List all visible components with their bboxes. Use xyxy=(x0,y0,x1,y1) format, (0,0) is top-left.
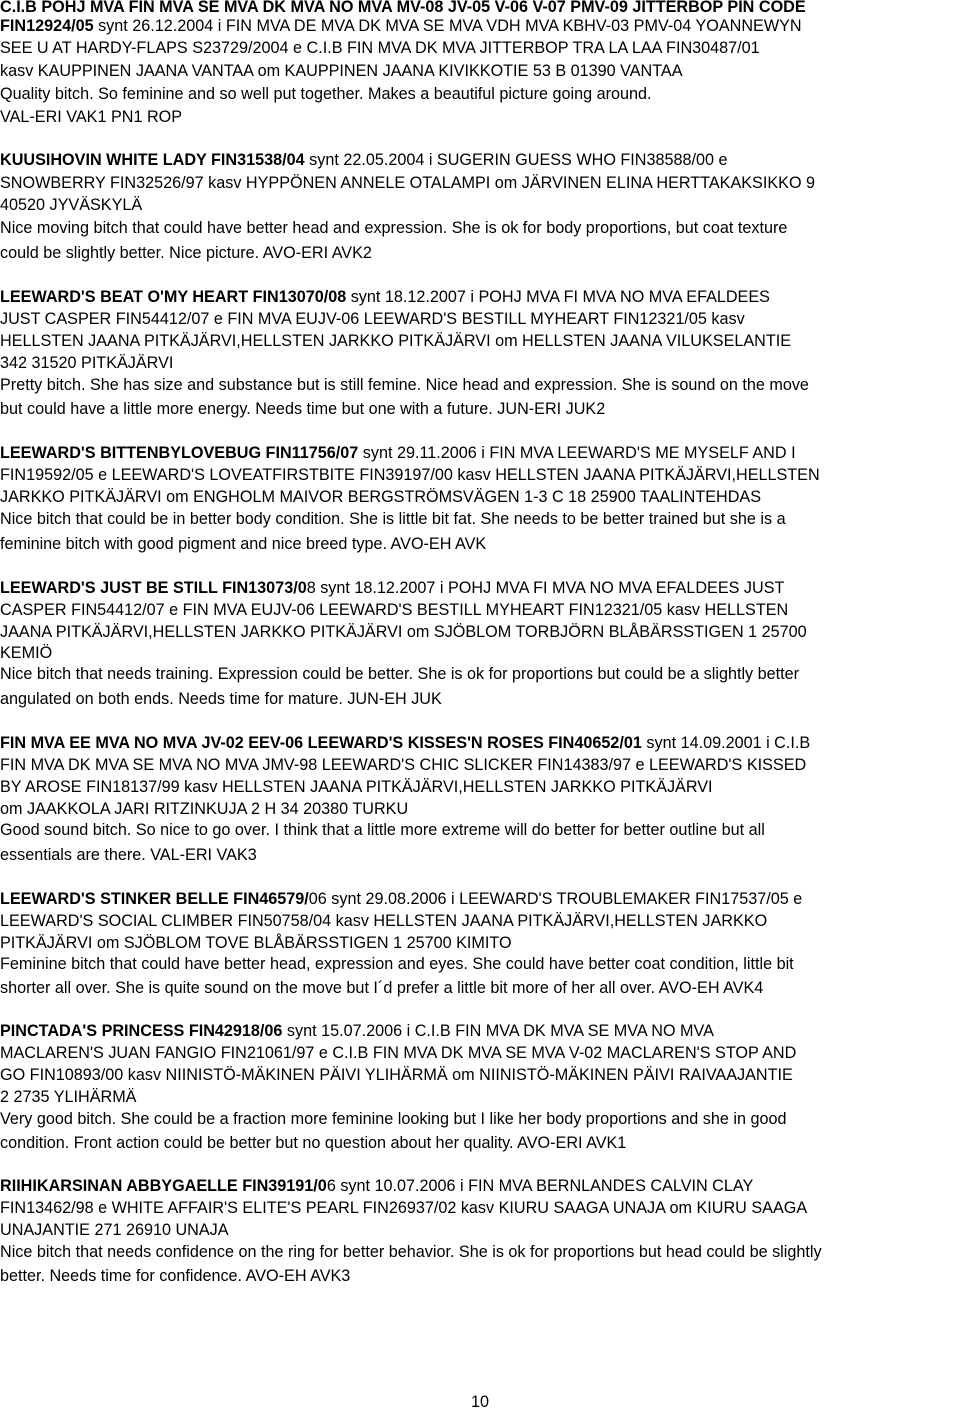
entry-critique-line: essentials are there. VAL-ERI VAK3 xyxy=(0,846,257,864)
entry-critique-line: Feminine bitch that could have better head, expression and eyes. She could have better coat condition, little bit xyxy=(0,955,794,973)
entry-header-line: FIN19592/05 e LEEWARD'S LOVEATFIRSTBITE FIN39197/00 kasv HELLSTEN JAANA PITKÄJÄRVI,HELLSTEN xyxy=(0,466,820,484)
entry-critique-line: but could have a little more energy. Needs time but one with a future. JUN-ERI JUK2 xyxy=(0,400,606,418)
entry-first-line xyxy=(0,1021,714,1041)
entry-critique-line: VAL-ERI VAK1 PN1 ROP xyxy=(0,108,183,126)
entry-header-line: 40520 JYVÄSKYLÄ xyxy=(0,196,143,214)
dog-name: PINCTADA'S PRINCESS FIN42918/06 xyxy=(0,1022,283,1040)
entry-critique-line: Quality bitch. So feminine and so well put together. Makes a beautiful picture going around. xyxy=(0,85,652,103)
entry-first-line xyxy=(0,889,802,909)
entry-critique-line: Nice bitch that could be in better body condition. She is little bit fat. She needs to be better trained but she is a xyxy=(0,510,786,528)
entry-header-line: JARKKO PITKÄJÄRVI om ENGHOLM MAIVOR BERGSTRÖMSVÄGEN 1-3 C 18 25900 TAALINTEHDAS xyxy=(0,488,762,506)
entry-first-line-rest: synt 15.07.2006 i C.I.B FIN MVA DK MVA SE MVA NO MVA xyxy=(282,1022,714,1040)
entry-first-line xyxy=(0,733,810,753)
page-number: 10 xyxy=(470,1393,489,1411)
dog-name: RIIHIKARSINAN ABBYGAELLE FIN39191/0 xyxy=(0,1177,327,1195)
entry-first-line-rest: 8 synt 18.12.2007 i POHJ MVA FI MVA NO MVA EFALDEES JUST xyxy=(306,579,785,597)
entry-header-line: UNAJANTIE 271 26910 UNAJA xyxy=(0,1221,229,1239)
entry-first-line-rest: synt 29.11.2006 i FIN MVA LEEWARD'S ME MYSELF AND I xyxy=(358,444,796,462)
entry-first-line-rest: 6 synt 10.07.2006 i FIN MVA BERNLANDES CALVIN CLAY xyxy=(326,1177,754,1195)
entry-first-line xyxy=(0,578,784,598)
entry-header-line: SNOWBERRY FIN32526/97 kasv HYPPÖNEN ANNELE OTALAMPI om JÄRVINEN ELINA HERTTAKAKSIKKO 9 xyxy=(0,174,816,192)
dog-name: FIN MVA EE MVA NO MVA JV-02 EEV-06 LEEWARD'S KISSES'N ROSES FIN40652/01 xyxy=(0,734,642,752)
entry-first-line-rest: synt 18.12.2007 i POHJ MVA FI MVA NO MVA EFALDEES xyxy=(346,288,770,306)
dog-name: LEEWARD'S BITTENBYLOVEBUG FIN11756/07 xyxy=(0,444,359,462)
entry-first-line xyxy=(0,443,796,463)
entry-header-line: KEMIÖ xyxy=(0,644,53,662)
entry-header-line: BY AROSE FIN18137/99 kasv HELLSTEN JAANA PITKÄJÄRVI,HELLSTEN JARKKO PITKÄJÄRVI xyxy=(0,778,713,796)
entry-critique-line: feminine bitch with good pigment and nice breed type. AVO-EH AVK xyxy=(0,535,487,553)
dog-name: LEEWARD'S JUST BE STILL FIN13073/0 xyxy=(0,579,307,597)
entry-header-line: GO FIN10893/00 kasv NIINISTÖ-MÄKINEN PÄIVI YLIHÄRMÄ om NIINISTÖ-MÄKINEN PÄIVI RAIVAAJANTIE xyxy=(0,1066,793,1084)
entry-critique-line: Nice bitch that needs training. Expression could be better. She is ok for proportions but could be a slightly better xyxy=(0,665,800,683)
entry-critique-line: Nice bitch that needs confidence on the ring for better behavior. She is ok for proportions but head could be slightly xyxy=(0,1243,822,1261)
dog-name: KUUSIHOVIN WHITE LADY FIN31538/04 xyxy=(0,151,305,169)
entry-critique-line: better. Needs time for confidence. AVO-EH AVK3 xyxy=(0,1267,351,1285)
entry-header-line: om JAAKKOLA JARI RITZINKUJA 2 H 34 20380 TURKU xyxy=(0,800,409,818)
entry-header-line: PITKÄJÄRVI om SJÖBLOM TOVE BLÅBÄRSSTIGEN 1 25700 KIMITO xyxy=(0,934,512,952)
entry-critique-line: Good sound bitch. So nice to go over. I think that a little more extreme will do better for better outline but all xyxy=(0,821,765,839)
entry-first-line-rest: synt 22.05.2004 i SUGERIN GUESS WHO FIN38588/00 e xyxy=(304,151,728,169)
entry-header-line: MACLAREN'S JUAN FANGIO FIN21061/97 e C.I.B FIN MVA DK MVA SE MVA V-02 MACLAREN'S STOP AND xyxy=(0,1044,797,1062)
entry-header-line: 342 31520 PITKÄJÄRVI xyxy=(0,354,174,372)
entry-header-line: HELLSTEN JAANA PITKÄJÄRVI,HELLSTEN JARKKO PITKÄJÄRVI om HELLSTEN JAANA VILUKSELANTIE xyxy=(0,332,792,350)
entry-header-line: CASPER FIN54412/07 e FIN MVA EUJV-06 LEEWARD'S BESTILL MYHEART FIN12321/05 kasv HELLSTEN xyxy=(0,601,789,619)
entry-header-line: 2 2735 YLIHÄRMÄ xyxy=(0,1088,137,1106)
entry-critique-line: Nice moving bitch that could have better head and expression. She is ok for body proportions, but coat texture xyxy=(0,219,788,237)
entry-first-line xyxy=(0,1176,753,1196)
entry-header-line: SEE U AT HARDY-FLAPS S23729/2004 e C.I.B FIN MVA DK MVA JITTERBOP TRA LA LAA FIN30487/01 xyxy=(0,39,760,57)
entry-critique-line: shorter all over. She is quite sound on the move but I´d prefer a little bit more of her all over. AVO-EH AVK4 xyxy=(0,979,764,997)
entry-critique-line: angulated on both ends. Needs time for mature. JUN-EH JUK xyxy=(0,690,442,708)
entry-header-line: JAANA PITKÄJÄRVI,HELLSTEN JARKKO PITKÄJÄRVI om SJÖBLOM TORBJÖRN BLÅBÄRSSTIGEN 1 25700 xyxy=(0,623,807,641)
entry-header-line: FIN12924/05 synt 26.12.2004 i FIN MVA DE MVA DK MVA SE MVA VDH MVA KBHV-03 PMV-04 YOANNEWYN xyxy=(0,17,802,35)
entry-critique-line: Pretty bitch. She has size and substance but is still femine. Nice head and expression. She is sound on the move xyxy=(0,376,809,394)
entry-header-line: JUST CASPER FIN54412/07 e FIN MVA EUJV-06 LEEWARD'S BESTILL MYHEART FIN12321/05 kasv xyxy=(0,310,745,328)
entry-first-line-rest: 06 synt 29.08.2006 i LEEWARD'S TROUBLEMAKER FIN17537/05 e xyxy=(308,890,803,908)
entry-critique-line: could be slightly better. Nice picture. AVO-ERI AVK2 xyxy=(0,244,372,262)
entry-header-line: LEEWARD'S SOCIAL CLIMBER FIN50758/04 kasv HELLSTEN JAANA PITKÄJÄRVI,HELLSTEN JARKKO xyxy=(0,912,768,930)
entry-first-line xyxy=(0,287,770,307)
entry-first-line-rest: synt 14.09.2001 i C.I.B xyxy=(641,734,811,752)
entry-critique-line: condition. Front action could be better but no question about her quality. AVO-ERI AVK1 xyxy=(0,1134,627,1152)
dog-name: LEEWARD'S STINKER BELLE FIN46579/ xyxy=(0,890,309,908)
dog-name: LEEWARD'S BEAT O'MY HEART FIN13070/08 xyxy=(0,288,347,306)
entry-header-line: FIN MVA DK MVA SE MVA NO MVA JMV-98 LEEWARD'S CHIC SLICKER FIN14383/97 e LEEWARD'S KISSED xyxy=(0,756,807,774)
entry-critique-line: Very good bitch. She could be a fraction more feminine looking but I like her body proportions and she in good xyxy=(0,1110,787,1128)
entry-header-line: kasv KAUPPINEN JAANA VANTAA om KAUPPINEN JAANA KIVIKKOTIE 53 B 01390 VANTAA xyxy=(0,62,683,80)
entry-header-line: C.I.B POHJ MVA FIN MVA SE MVA DK MVA NO MVA MV-08 JV-05 V-06 V-07 PMV-09 JITTERBOP PIN CODE xyxy=(0,0,806,16)
entry-first-line xyxy=(0,150,728,170)
entry-header-line: FIN13462/98 e WHITE AFFAIR'S ELITE'S PEARL FIN26937/02 kasv KIURU SAAGA UNAJA om KIURU SAAGA xyxy=(0,1199,808,1217)
